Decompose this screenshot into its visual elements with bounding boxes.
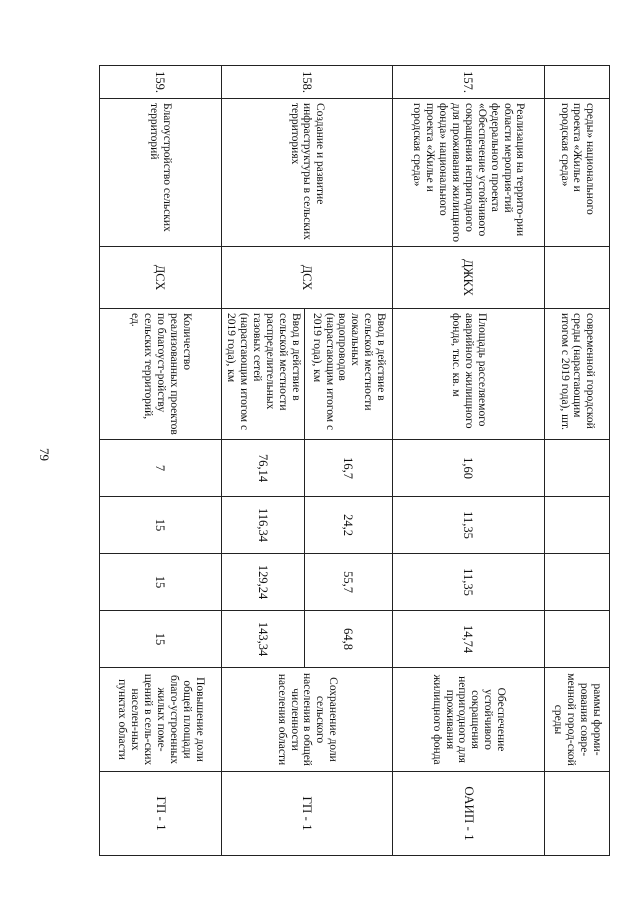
- event-cell: Благоустройство сельских территорий: [100, 99, 222, 247]
- event-cell: Реализация на террито-рии области мероприя-тий федерального проекта «Обеспечение устойчивого сокращения непригодного для проживания жилищного фонда» национального проекта «Жилье и городская среда»: [393, 99, 545, 247]
- cont-result-cell: раммы форми-рования совре-менной город-ской среды: [545, 668, 610, 772]
- cont-code-cell: [545, 772, 610, 856]
- executor-cell: ДЖКХ: [393, 247, 545, 309]
- cont-val-cell: [545, 554, 610, 611]
- value-cell: 116,34: [222, 497, 305, 554]
- code-cell: ГП - 1: [222, 772, 393, 856]
- result-cell: Повышение доли общей площади благо-устроенных жилых поме-щений в сель-ских населен-ных пунктах области: [100, 668, 222, 772]
- value-cell: 11,35: [393, 554, 545, 611]
- result-cell: Обеспечение устойчивого сокращения непригодного для проживания жилищного фонда: [393, 668, 545, 772]
- cont-val-cell: [545, 497, 610, 554]
- value-cell: 143,34: [222, 611, 305, 668]
- row-number: 158.: [222, 66, 393, 99]
- code-cell: ГП - 1: [100, 772, 222, 856]
- event-cell: Создание и развитие инфраструктуры в сельских территориях: [222, 99, 393, 247]
- value-cell: 15: [100, 611, 222, 668]
- cont-num-cell: [545, 66, 610, 99]
- cont-val-cell: [545, 440, 610, 497]
- value-cell: 15: [100, 554, 222, 611]
- result-cell: Сохранение доли сельского населения в общей численности населения области: [222, 668, 393, 772]
- value-cell: 1,60: [393, 440, 545, 497]
- value-cell: 76,14: [222, 440, 305, 497]
- continuation-row: [545, 66, 610, 856]
- value-cell: 16,7: [305, 440, 393, 497]
- cont-indicator-cell: современной городской среды (нарастающим итогом с 2019 года), шт.: [545, 309, 610, 440]
- executor-cell: ДСХ: [100, 247, 222, 309]
- code-cell: ОАИП - 1: [393, 772, 545, 856]
- table-row: [305, 66, 393, 856]
- value-cell: 24,2: [305, 497, 393, 554]
- rotated-table-wrapper: [100, 65, 610, 855]
- value-cell: 55,7: [305, 554, 393, 611]
- value-cell: 11,35: [393, 497, 545, 554]
- indicator-cell: Ввод в действие в сельской местности локальных водопроводов (нарастающим итогом с 2019 года), км: [305, 309, 393, 440]
- cont-val-cell: [545, 611, 610, 668]
- indicator-cell: Количество реализованных проектов по благоуст-ройству сельских территорий, ед.: [100, 309, 222, 440]
- indicator-cell: Ввод в действие в сельской местности распределительных газовых сетей (нарастающим итогом с 2019 года), км: [222, 309, 305, 440]
- indicator-cell: Площадь расселяемого аварийного жилищного фонда, тыс. кв. м: [393, 309, 545, 440]
- cont-event-cell: среды» национального проекта «Жилье и городская среда»: [545, 99, 610, 247]
- value-cell: 7: [100, 440, 222, 497]
- row-number: 159.: [100, 66, 222, 99]
- table-row: [393, 66, 545, 856]
- table-row: [100, 66, 222, 856]
- measures-table: [99, 65, 610, 856]
- cont-exec-cell: [545, 247, 610, 309]
- value-cell: 15: [100, 497, 222, 554]
- page-number: 79: [37, 448, 52, 461]
- value-cell: 14,74: [393, 611, 545, 668]
- value-cell: 64,8: [305, 611, 393, 668]
- row-number: 157.: [393, 66, 545, 99]
- value-cell: 129,24: [222, 554, 305, 611]
- executor-cell: ДСХ: [222, 247, 393, 309]
